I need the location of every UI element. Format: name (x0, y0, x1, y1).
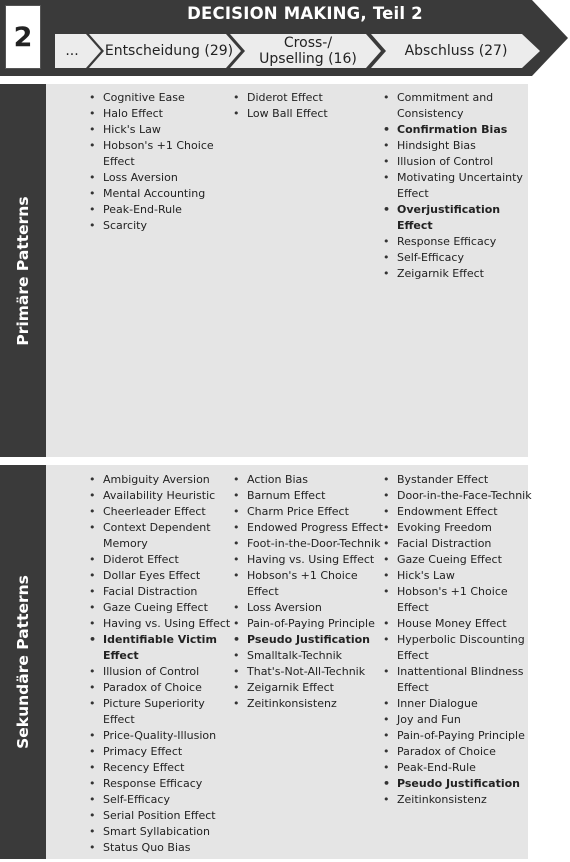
tab-abschluss[interactable]: Abschluss (27) (404, 43, 508, 59)
pattern-item: • Loss Aversion (247, 600, 383, 616)
pattern-item: • Having vs. Using Effect (247, 552, 383, 568)
primary-patterns-sidebar (0, 84, 46, 457)
secondary-column-cross-upselling (230, 472, 383, 712)
pattern-item: • Foot-in-the-Door-Technik (247, 536, 383, 552)
pattern-item: • Illusion of Control (397, 154, 539, 170)
pattern-item: • That's-Not-All-Technik (247, 664, 383, 680)
secondary-column-entscheidung (86, 472, 235, 856)
pattern-item: • Identifiable Victim Effect (103, 632, 235, 664)
secondary-patterns-label: Sekundäre Patterns (14, 575, 32, 749)
pattern-item: • Motivating Uncertainty Effect (397, 170, 539, 202)
pattern-item: • Facial Distraction (397, 536, 539, 552)
pattern-item: • Zeigarnik Effect (247, 680, 383, 696)
pattern-item: • Diderot Effect (103, 552, 235, 568)
pattern-item: • Pain-of-Paying Principle (247, 616, 383, 632)
pattern-item: • Confirmation Bias (397, 122, 539, 138)
pattern-item: • Cheerleader Effect (103, 504, 235, 520)
pattern-item: • Paradox of Choice (103, 680, 235, 696)
pattern-item: • Peak-End-Rule (103, 202, 229, 218)
pattern-item: • Zeitinkonsistenz (397, 792, 539, 808)
pattern-item: • Endowed Progress Effect (247, 520, 383, 536)
pattern-item: • Facial Distraction (103, 584, 235, 600)
tab-cross-upselling[interactable]: Cross-/ Upselling (16) (259, 35, 357, 67)
pattern-item: • Pseudo Justification (397, 776, 539, 792)
primary-column-cross-upselling (230, 90, 377, 122)
pattern-item: • Illusion of Control (103, 664, 235, 680)
pattern-item: • Diderot Effect (247, 90, 377, 106)
pattern-item: • Loss Aversion (103, 170, 229, 186)
primary-patterns-label: Primäre Patterns (14, 195, 32, 346)
pattern-item: • Pseudo Justification (247, 632, 383, 648)
pattern-item: • Inner Dialogue (397, 696, 539, 712)
pattern-item: • Hindsight Bias (397, 138, 539, 154)
pattern-item: • Response Efficacy (397, 234, 539, 250)
pattern-item: • Pain-of-Paying Principle (397, 728, 539, 744)
page-title: DECISION MAKING, Teil 2 (187, 4, 423, 23)
pattern-item: • Context Dependent Memory (103, 520, 235, 552)
pattern-item: • Commitment and Consistency (397, 90, 539, 122)
pattern-item: • Endowment Effect (397, 504, 539, 520)
pattern-item: • Dollar Eyes Effect (103, 568, 235, 584)
pattern-item: • Action Bias (247, 472, 383, 488)
pattern-item: • Hobson's +1 Choice Effect (103, 138, 229, 170)
pattern-item: • Charm Price Effect (247, 504, 383, 520)
pattern-item: • Evoking Freedom (397, 520, 539, 536)
pattern-item: • Cognitive Ease (103, 90, 229, 106)
pattern-item: • Availability Heuristic (103, 488, 235, 504)
pattern-item: • Self-Efficacy (397, 250, 539, 266)
pattern-item: • Having vs. Using Effect (103, 616, 235, 632)
pattern-item: • Low Ball Effect (247, 106, 377, 122)
pattern-item: • Scarcity (103, 218, 229, 234)
pattern-item: • Paradox of Choice (397, 744, 539, 760)
secondary-column-abschluss (380, 472, 539, 808)
pattern-item: • Hyperbolic Discounting Effect (397, 632, 539, 664)
pattern-item: • Self-Efficacy (103, 792, 235, 808)
pattern-item: • Barnum Effect (247, 488, 383, 504)
pattern-item: • Mental Accounting (103, 186, 229, 202)
pattern-item: • Door-in-the-Face-Technik (397, 488, 539, 504)
pattern-item: • Response Efficacy (103, 776, 235, 792)
pattern-item: • Recency Effect (103, 760, 235, 776)
pattern-item: • Joy and Fun (397, 712, 539, 728)
pattern-item: • Peak-End-Rule (397, 760, 539, 776)
pattern-item: • Status Quo Bias (103, 840, 235, 856)
primary-column-entscheidung (86, 90, 229, 234)
pattern-item: • Ambiguity Aversion (103, 472, 235, 488)
chapter-number: 2 (5, 5, 41, 69)
pattern-item: • Primacy Effect (103, 744, 235, 760)
pattern-item: • Smalltalk-Technik (247, 648, 383, 664)
pattern-item: • Inattentional Blindness Effect (397, 664, 539, 696)
pattern-item: • House Money Effect (397, 616, 539, 632)
pattern-item: • Hick's Law (397, 568, 539, 584)
pattern-item: • Halo Effect (103, 106, 229, 122)
tab-dots[interactable]: ... (65, 43, 79, 59)
pattern-item: • Gaze Cueing Effect (103, 600, 235, 616)
pattern-item: • Picture Superiority Effect (103, 696, 235, 728)
pattern-item: • Zeigarnik Effect (397, 266, 539, 282)
pattern-item: • Serial Position Effect (103, 808, 235, 824)
pattern-item: • Hobson's +1 Choice Effect (247, 568, 383, 600)
pattern-item: • Zeitinkonsistenz (247, 696, 383, 712)
tab-entscheidung[interactable]: Entscheidung (29) (104, 43, 234, 59)
secondary-patterns-sidebar (0, 465, 46, 859)
pattern-item: • Smart Syllabication (103, 824, 235, 840)
pattern-item: • Bystander Effect (397, 472, 539, 488)
pattern-item: • Gaze Cueing Effect (397, 552, 539, 568)
pattern-item: • Overjustification Effect (397, 202, 539, 234)
pattern-item: • Hick's Law (103, 122, 229, 138)
pattern-item: • Hobson's +1 Choice Effect (397, 584, 539, 616)
pattern-item: • Price-Quality-Illusion (103, 728, 235, 744)
primary-column-abschluss (380, 90, 539, 282)
